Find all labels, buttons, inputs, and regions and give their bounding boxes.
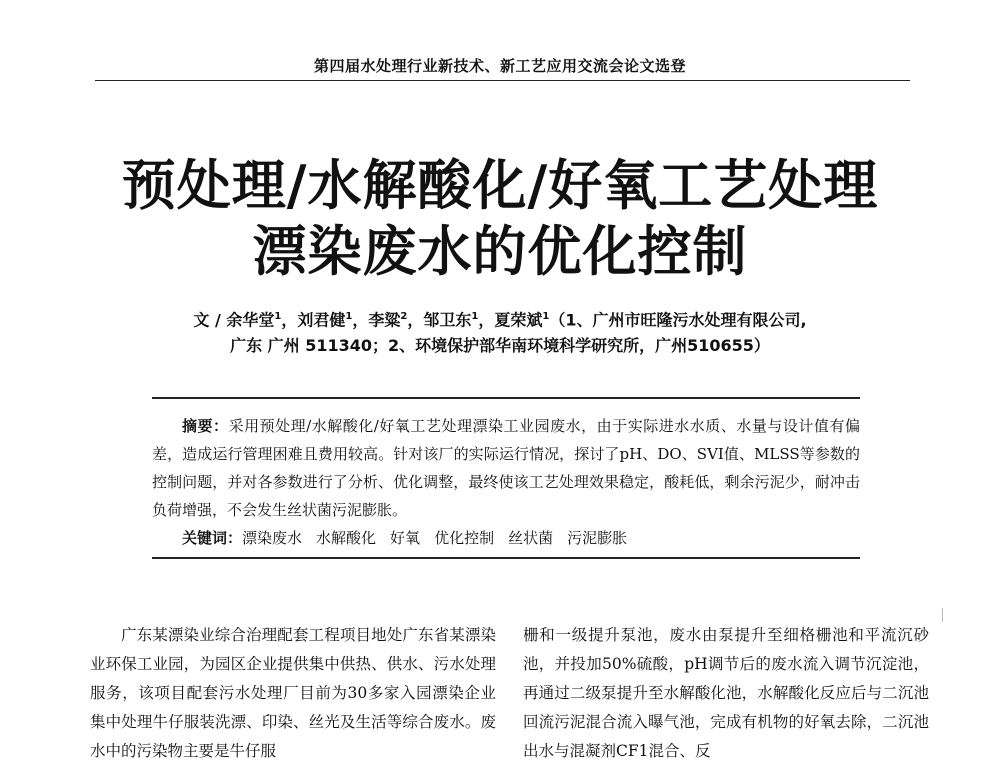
abstract-block <box>152 412 860 552</box>
keyword: 水解酸化 <box>316 529 377 547</box>
body-left-column <box>90 621 496 766</box>
abstract-label: 摘要： <box>182 417 229 435</box>
authors-line-1: 文 / 余华堂$^1$，刘君健$^1$，李粱$^2$，邹卫东$^1$，夏荣斌$^1$（1、广州市旺隆污水处理有限公司, <box>193 310 807 330</box>
keywords-label: 关键词： <box>182 529 243 547</box>
abstract-paragraph <box>152 412 860 524</box>
author-name: 邹卫东 <box>423 310 472 330</box>
scan-edge-mark <box>942 608 943 622</box>
header-rule <box>95 80 910 81</box>
authors-block <box>0 304 1000 359</box>
author-name: 刘君健 <box>297 310 346 330</box>
abstract-bottom-rule <box>152 557 860 559</box>
body-paragraph: 栅和一级提升泵池，废水由泵提升至细格栅池和平流沉砂池，并投加50%硫酸，pH调节后的废水流入调节沉淀池，再通过二级泵提升至水解酸化池，水解酸化反应后与二沉池回流污泥混合流入曝气池，完成有机物的好氧去除，二沉池出水与混凝剂CF1混合、反 <box>523 626 929 760</box>
title-line-1: 预处理/水解酸化/好氧工艺处理 <box>121 153 879 217</box>
author-affiliation-mark: 1 <box>274 311 282 322</box>
author-name: 夏荣斌 <box>494 310 543 330</box>
abstract-top-rule <box>152 397 860 399</box>
authors-prefix: 文 / <box>193 310 227 330</box>
body-paragraph: 广东某漂染业综合治理配套工程项目地处广东省某漂染业环保工业园，为园区企业提供集中供热、供水、污水处理服务，该项目配套污水处理厂目前为30多家入园漂染企业集中处理牛仔服装洗漂、印染、丝光及生活等综合废水。废水中的污染物主要是牛仔服 <box>90 626 496 760</box>
author-name: 余华堂 <box>226 310 275 330</box>
affiliation-line-2: 广东 广州 511340；2、环境保护部华南环境科学研究所，广州510655） <box>230 336 770 356</box>
abstract-text: 采用预处理/水解酸化/好氧工艺处理漂染工业园废水，由于实际进水水质、水量与设计值有偏差，造成运行管理困难且费用较高。针对该厂的实际运行情况，探讨了pH、DO、SVI值、MLSS等参数的控制问题，并对各参数进行了分析、优化调整，最终使该工艺处理效果稳定，酸耗低，剩余污泥少，耐冲击负荷增强，不会发生丝状菌污泥膨胀。 <box>152 417 860 519</box>
running-header: 第四届水处理行业新技术、新工艺应用交流会论文选登 <box>313 57 686 75</box>
author-name: 李粱 <box>368 310 401 330</box>
keyword: 优化控制 <box>434 529 495 547</box>
keyword: 污泥膨胀 <box>567 529 628 547</box>
keyword: 好氧 <box>390 529 421 547</box>
keywords-line <box>152 524 860 552</box>
author-affiliation-mark: 2 <box>400 311 408 322</box>
author-affiliation-mark: 1 <box>542 311 550 322</box>
affiliation-line-1: （1、广州市旺隆污水处理有限公司, <box>549 310 807 330</box>
author-affiliation-mark: 1 <box>345 311 353 322</box>
body-right-column <box>523 621 929 766</box>
title-line-2: 漂染废水的优化控制 <box>252 219 748 283</box>
author-affiliation-mark: 1 <box>471 311 479 322</box>
keyword: 漂染废水 <box>242 529 303 547</box>
keyword: 丝状菌 <box>508 529 554 547</box>
